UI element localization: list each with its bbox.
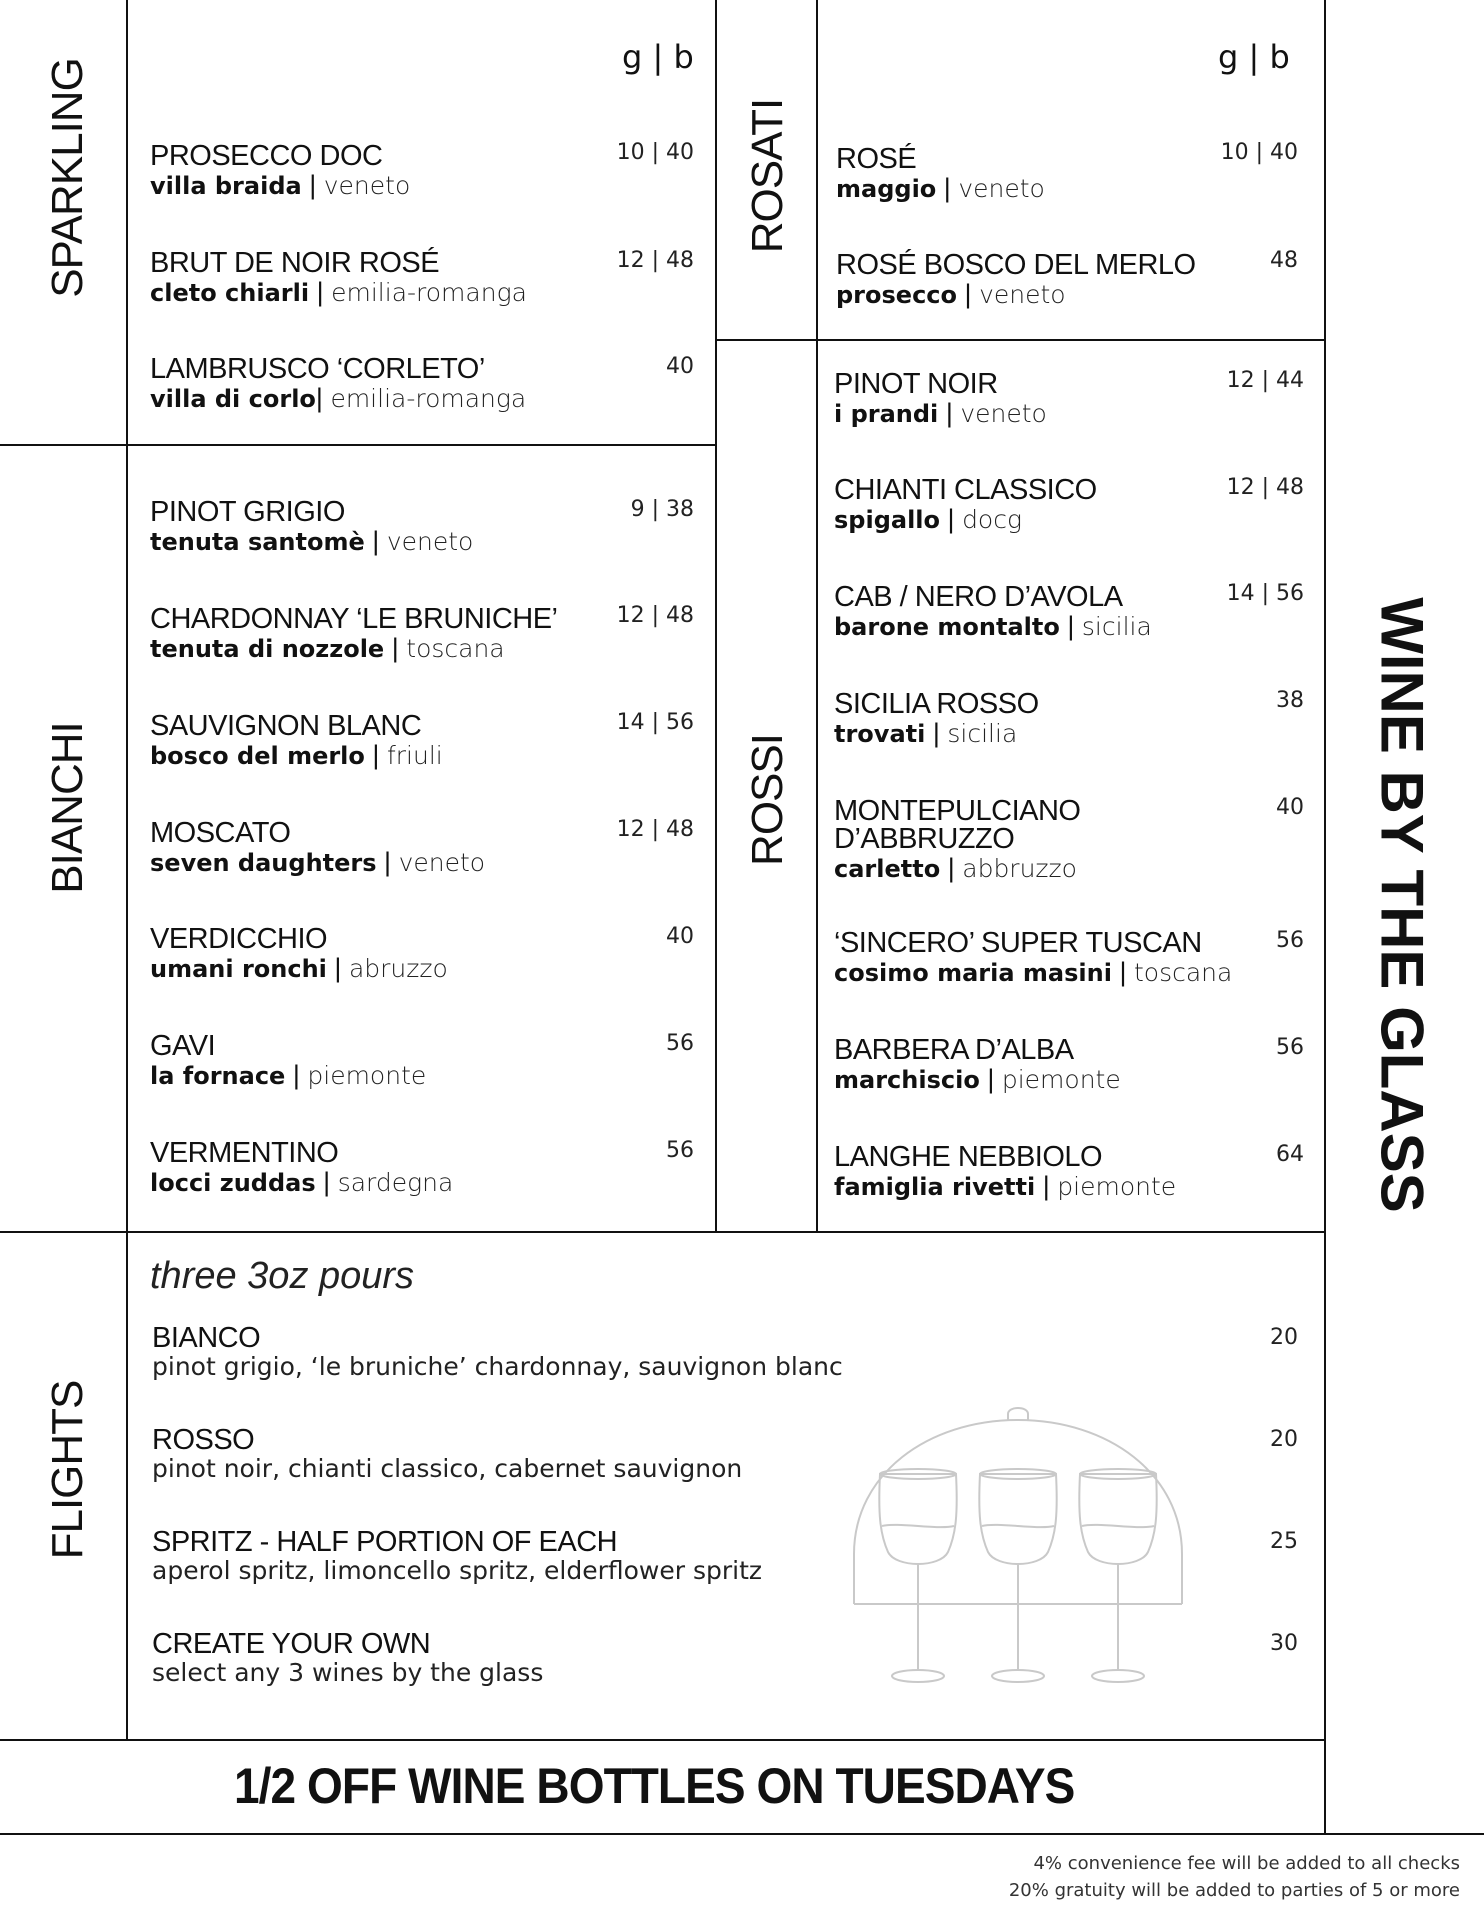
list-item: PROSECCO DOC villa braida | veneto bbox=[150, 140, 411, 200]
price: 64 bbox=[1276, 1142, 1304, 1167]
gratuity-note: 20% gratuity will be added to parties of 5 or more bbox=[1008, 1880, 1460, 1901]
price: 12 | 48 bbox=[616, 603, 694, 628]
divider bbox=[0, 1231, 1326, 1233]
list-item: ROSSO pinot noir, chianti classico, cabernet sauvignon bbox=[152, 1424, 743, 1483]
divider bbox=[0, 444, 717, 446]
list-item: BARBERA D’ALBA marchiscio | piemonte bbox=[834, 1034, 1121, 1094]
list-item: MOSCATO seven daughters | veneto bbox=[150, 817, 486, 877]
price: 56 bbox=[1276, 1035, 1304, 1060]
price: 56 bbox=[1276, 928, 1304, 953]
price: 14 | 56 bbox=[1226, 581, 1304, 606]
price: 10 | 40 bbox=[616, 140, 694, 165]
list-item: MONTEPULCIANO D’ABBRUZZO carletto | abbruzzo bbox=[834, 795, 1081, 883]
price: 12 | 48 bbox=[616, 248, 694, 273]
price: 12 | 48 bbox=[1226, 475, 1304, 500]
price: 12 | 48 bbox=[616, 817, 694, 842]
fee-note: 4% convenience fee will be added to all checks bbox=[1033, 1853, 1460, 1874]
divider bbox=[716, 339, 1326, 341]
price: 30 bbox=[1270, 1631, 1298, 1656]
list-item: GAVI la fornace | piemonte bbox=[150, 1030, 427, 1090]
price: 38 bbox=[1276, 688, 1304, 713]
price: 40 bbox=[1276, 795, 1304, 820]
price: 20 bbox=[1270, 1427, 1298, 1452]
wine-flight-illustration bbox=[848, 1384, 1188, 1692]
price: 56 bbox=[666, 1138, 694, 1163]
divider bbox=[816, 0, 818, 1232]
flights-intro: three 3oz pours bbox=[150, 1255, 415, 1297]
list-item: BIANCO pinot grigio, ‘le bruniche’ chardonnay, sauvignon blanc bbox=[152, 1322, 843, 1381]
price: 20 bbox=[1270, 1325, 1298, 1350]
price-header: g | b bbox=[622, 38, 694, 76]
price: 40 bbox=[666, 924, 694, 949]
list-item: VERDICCHIO umani ronchi | abruzzo bbox=[150, 923, 448, 983]
list-item: ‘SINCERO’ SUPER TUSCAN cosimo maria masini | toscana bbox=[834, 927, 1233, 987]
price-header: g | b bbox=[1218, 38, 1290, 76]
price: 14 | 56 bbox=[616, 710, 694, 735]
divider bbox=[126, 0, 128, 1740]
list-item: ROSÉ BOSCO DEL MERLO prosecco | veneto bbox=[836, 249, 1196, 309]
list-item: SICILIA ROSSO trovati | sicilia bbox=[834, 688, 1039, 748]
list-item: SAUVIGNON BLANC bosco del merlo | friuli bbox=[150, 710, 443, 770]
price: 48 bbox=[1270, 248, 1298, 273]
list-item: LAMBRUSCO ‘CORLETO’ villa di corlo| emilia-romanga bbox=[150, 353, 527, 413]
divider bbox=[1324, 0, 1326, 1834]
list-item: CREATE YOUR OWN select any 3 wines by the glass bbox=[152, 1628, 544, 1687]
list-item: SPRITZ - HALF PORTION OF EACH aperol spritz, limoncello spritz, elderflower spritz bbox=[152, 1526, 762, 1585]
promo-banner: 1/2 OFF WINE BOTTLES ON TUESDAYS bbox=[234, 1758, 1075, 1814]
divider bbox=[715, 0, 717, 1232]
price: 10 | 40 bbox=[1220, 140, 1298, 165]
price: 40 bbox=[666, 354, 694, 379]
list-item: PINOT NOIR i prandi | veneto bbox=[834, 368, 1047, 428]
price: 56 bbox=[666, 1031, 694, 1056]
footer-notes bbox=[1009, 1850, 1460, 1904]
list-item: CAB / NERO D’AVOLA barone montalto | sicilia bbox=[834, 581, 1152, 641]
list-item: ROSÉ maggio | veneto bbox=[836, 143, 1045, 203]
list-item: VERMENTINO locci zuddas | sardegna bbox=[150, 1137, 454, 1197]
list-item: BRUT DE NOIR ROSÉ cleto chiarli | emilia-romanga bbox=[150, 247, 527, 307]
divider bbox=[0, 1833, 1484, 1835]
list-item: LANGHE NEBBIOLO famiglia rivetti | piemonte bbox=[834, 1141, 1177, 1201]
list-item: CHARDONNAY ‘LE BRUNICHE’ tenuta di nozzole | toscana bbox=[150, 603, 558, 663]
list-item: PINOT GRIGIO tenuta santomè | veneto bbox=[150, 496, 474, 556]
list-item: CHIANTI CLASSICO spigallo | docg bbox=[834, 474, 1097, 534]
price: 9 | 38 bbox=[630, 497, 694, 522]
price: 12 | 44 bbox=[1226, 368, 1304, 393]
divider bbox=[0, 1739, 1326, 1741]
price: 25 bbox=[1270, 1529, 1298, 1554]
